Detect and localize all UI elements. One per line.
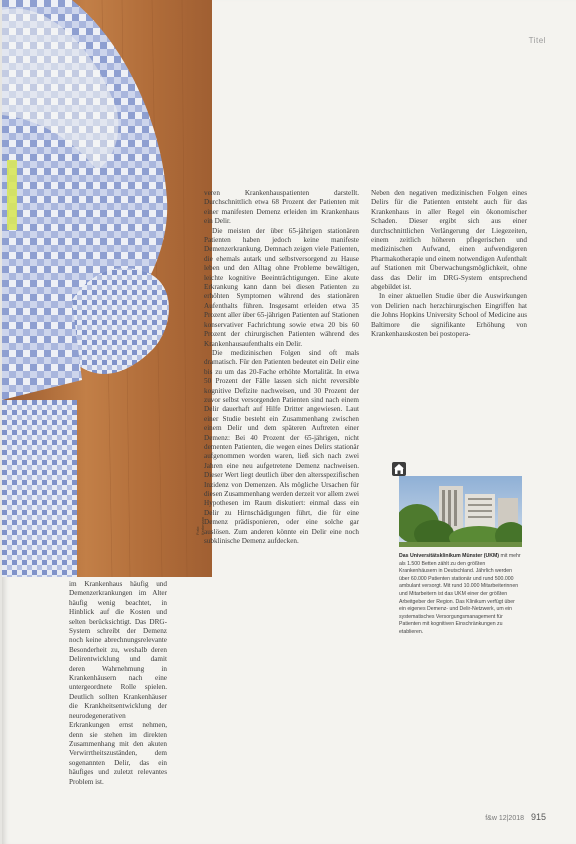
photo-credit: Foto: Kerkmann	[195, 516, 205, 535]
paragraph: In einer aktuellen Studie über die Auswirkungen von Delirien nach herzchirurgischen Eingriffen hat die Johns Hopkins University School of Medicine aus Baltimore die signifikante Erhöhung von Krankenhauskosten bei postopera-	[371, 292, 527, 339]
page-footer	[485, 812, 546, 822]
caption-title: Das Universitätsklinikum Münster (UKM)	[399, 553, 500, 559]
fabric-photo	[2, 0, 212, 577]
photo-caption	[399, 553, 522, 637]
hospital-building-photo	[399, 476, 522, 547]
house-icon	[392, 462, 406, 476]
section-label: Titel	[528, 36, 546, 45]
caption-text: mit mehr als 1.500 Betten zählt zu den größten Krankenhäusern in Deutschland. Jährlich werden über 60.000 Patienten stationär und rund 500.000 ambulant versorgt. Mit rund 10.000 Mitarbeiterinnen und Mitarbeitern ist das UKM einer der größten Arbeitgeber der Region. Das Klinikum verfügt über ein eigenes Demenz- und Delir-Netzwerk, um ein systematisches Versorgungsmanagement für Patienten mit kognitiven Einschränkungen zu etablieren.	[399, 553, 521, 635]
text-column-2	[204, 189, 359, 809]
magazine-name: f&w 12|2018	[485, 815, 525, 822]
paragraph: Die meisten der über 65-jährigen stationären Patienten haben jedoch keine manifeste Demenzerkrankung. Demnach zeigen viele Patienten, die ehemals autark und selbstversorgend zu Hause leben und den Alltag ohne Probleme bewältigen, leichte kognitive Beeinträchtigungen. Eine akute Erkrankung kann dann bei diesen Patienten zu erhöhten Symptomen während des stationären Aufenthalts führen. Insgesamt erleiden etwa 35 Prozent aller über 65-jährigen Patienten auf Stationen konservativer Fachrichtung sowie etwa 20 bis 60 Prozent der chirurgischen Patienten während des Krankenhausaufenthalts ein Delir.	[204, 226, 359, 348]
paragraph: im Krankenhaus häufig und Demenzerkrankungen im Alter häufig wenig beachtet, in Hinblick auf die Kosten und selten berücksichtigt. Das DRG-System schreibt der Demenz noch keine abrechnungsrelevante Besonderheit zu, weshalb deren Delirentwicklung und damit deren Wahrnehmung in Krankenhäusern nach eine untergeordnete Rolle spielen. Deutlich sollten Krankenhäuser die Krankheitsentwicklung der neurodegenerativen Erkrankungen ernst nehmen, denn sie stehen im direkten Zusammenhang mit den akuten Verwirrtheitszuständen, dem sogenannten Delir, das ein häufiges und zuletzt relevantes Problem ist.	[69, 580, 167, 786]
paragraph: veren Krankenhauspatienten darstellt. Durchschnittlich etwa 68 Prozent der Patienten mit einer manifesten Demenz erleiden im Krankenhaus ein Delir.	[204, 189, 359, 226]
page-number: 915	[530, 812, 546, 822]
magazine-page	[2, 0, 576, 844]
text-column-3	[371, 189, 527, 381]
paragraph: Die medizinischen Folgen sind oft mals dramatisch. Für den Patienten bedeutet ein Delir eine bis zu um das 20-Fache erhöhte Mortalität. In etwa 50 Prozent der Fälle lassen sich nicht reversible kognitive Defizite nachweisen, und 30 Prozent der zuvor selbst versorgenden Patienten sind nach einem Delir dauerhaft auf Hilfe Dritter angewiesen. Laut einer Studie besteht ein Zusammenhang zwischen einem Delir und dem späteren Auftreten einer Demenz: Bei 40 Prozent der 65-jährigen, nicht dementen Patienten, die wegen eines Delirs stationär aufgenommen worden waren, ließ sich nach zwei Jahren eine neu aufgetretene Demenz nachweisen. Dieser Wert liegt deutlich über den altersspezifischen Inzidenz von Demenzen. Als mögliche Ursachen für diesen Zusammenhang werden derzeit vor allem zwei Hypothesen im Raum diskutiert: einmal dass ein Delir zu Hirnschädigungen führt, die für eine Demenz prädisponieren, oder eine solche gar auslösen. Zum anderen könnte ein Delir eine noch subklinische Demenz aufdecken.	[204, 348, 359, 546]
paragraph: Neben den negativen medizinischen Folgen eines Delirs für die Patienten entsteht auch für das Krankenhaus in aller Regel ein ökonomischer Schaden. Dieser ergibt sich aus einer durchschnittlichen Verlängerung der Liegezeiten, einem zeitlich höheren pflegerischen und medizinischen Aufwand, einen aufwendigeren Pharmakotherapie und einem notwendigen Aufenthalt auf Stationen mit Überwachungsmöglichkeit, ohne dass das Delir im DRG-System entsprechend abgebildet ist.	[371, 189, 527, 292]
text-column-1	[69, 580, 167, 800]
